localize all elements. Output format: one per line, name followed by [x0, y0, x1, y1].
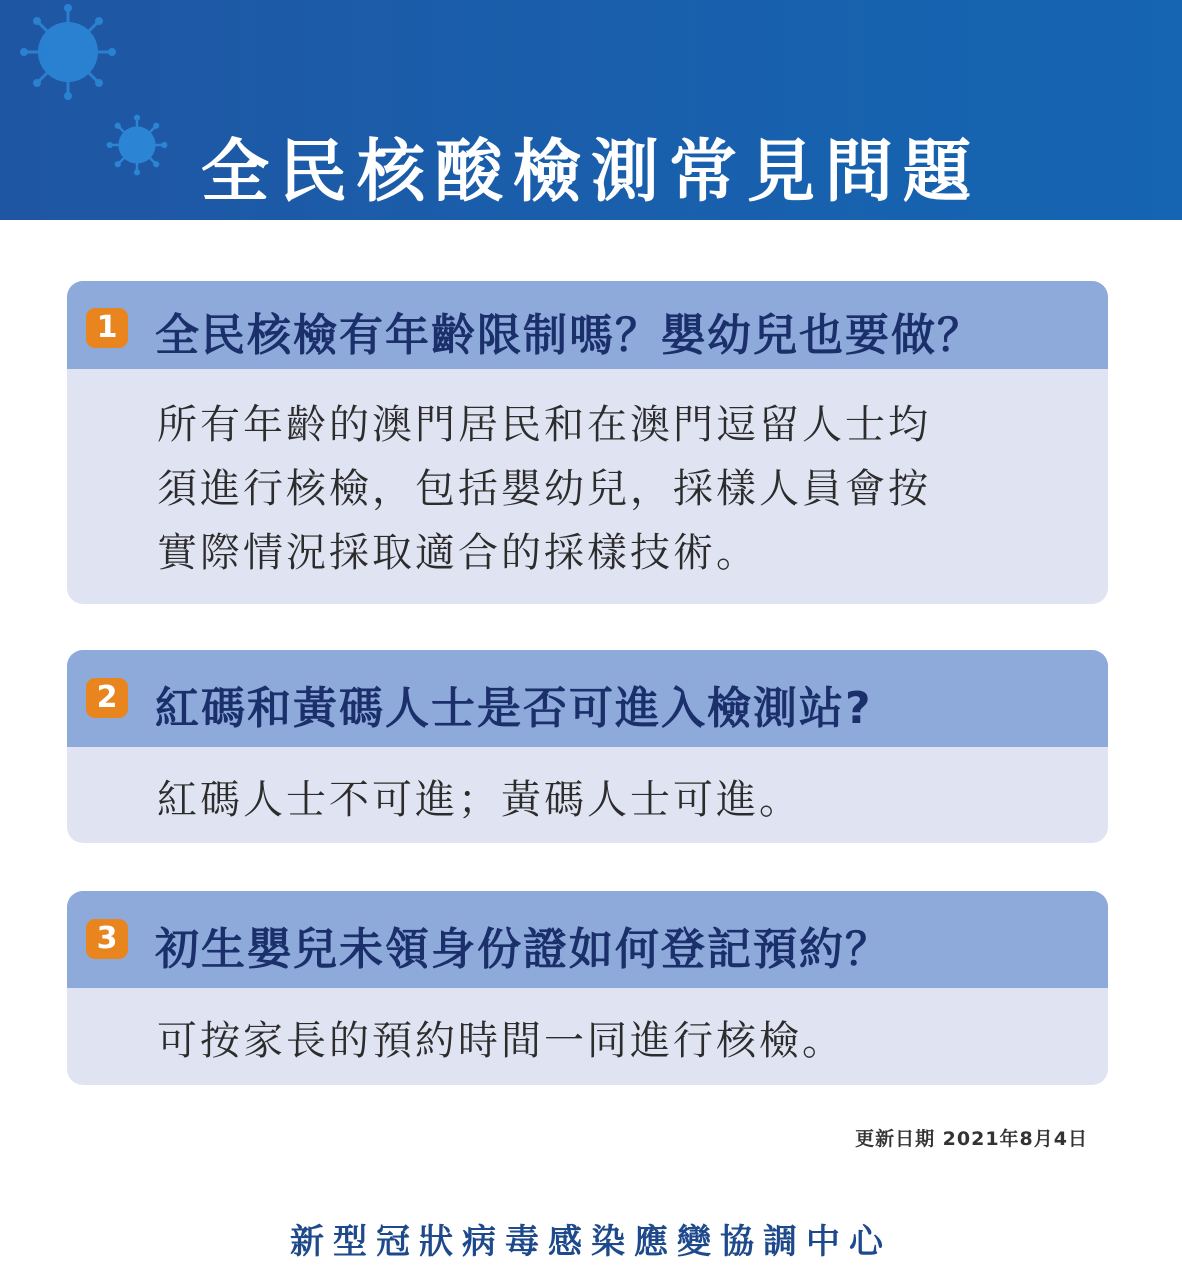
faq-question-bar [67, 650, 1108, 747]
footer-organization: 新型冠狀病毒感染應變協調中心 [290, 1222, 892, 1262]
number-badge: 1 [86, 308, 128, 348]
answer-line: 所有年齡的澳門居民和在澳門逗留人士均 [157, 402, 931, 448]
answer-line: 可按家長的預約時間一同進行核檢。 [157, 1018, 845, 1064]
number-badge: 3 [86, 919, 128, 959]
answer-line: 實際情況採取適合的採樣技術。 [157, 530, 759, 576]
faq-card-1 [67, 281, 1108, 604]
faq-card-2 [67, 650, 1108, 843]
answer-line: 須進行核檢，包括嬰幼兒，採樣人員會按 [157, 466, 931, 512]
page-title: 全民核酸檢測常見問題 [200, 133, 981, 212]
faq-answer [157, 1009, 1077, 1073]
faq-answer [157, 768, 1077, 832]
update-date: 更新日期 2021年8月4日 [855, 1128, 1088, 1150]
faq-question: 全民核檢有年齡限制嗎？嬰幼兒也要做？ [155, 310, 983, 361]
virus-icon [18, 2, 118, 102]
faq-question-bar [67, 891, 1108, 988]
answer-line: 紅碼人士不可進；黃碼人士可進。 [157, 777, 802, 823]
faq-question: 紅碼和黃碼人士是否可進入檢測站? [155, 683, 873, 734]
number-badge: 2 [86, 678, 128, 718]
faq-answer [157, 393, 1077, 585]
faq-question-bar [67, 281, 1108, 369]
header-banner [0, 0, 1182, 220]
faq-question: 初生嬰兒未領身份證如何登記預約？ [155, 924, 891, 975]
faq-card-3 [67, 891, 1108, 1085]
